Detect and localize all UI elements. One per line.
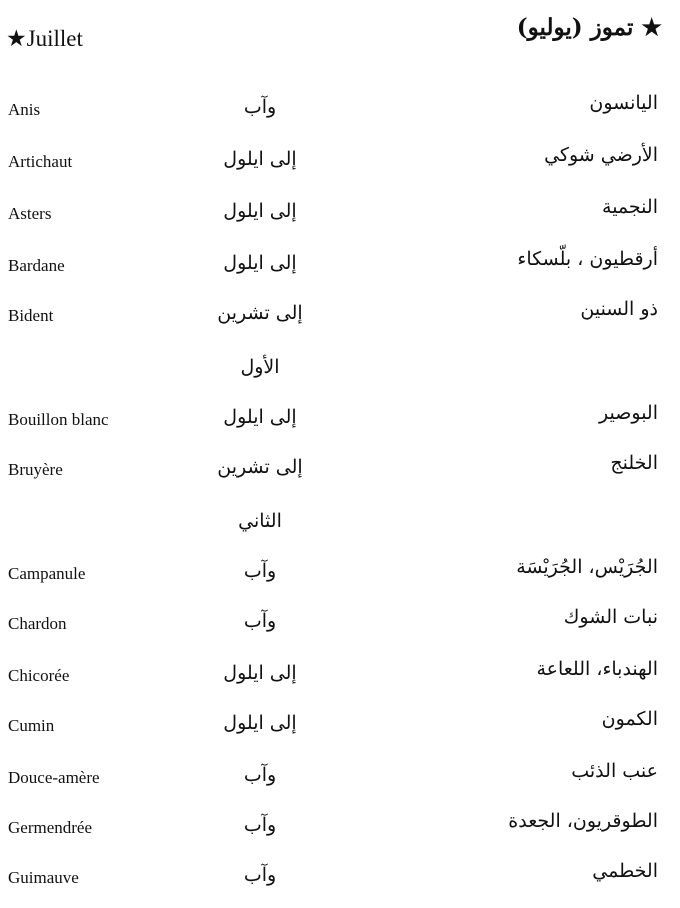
french-name: Bruyère (8, 460, 63, 479)
french-month-title: ★Juillet (6, 26, 83, 51)
flowering-period: الثاني (238, 510, 282, 532)
list-item (0, 606, 680, 654)
flowering-period: إلى تشرين (217, 456, 303, 478)
list-item (0, 144, 680, 192)
flowering-period: الأول (240, 356, 280, 378)
list-item (0, 402, 680, 450)
flowering-period: وآب (243, 764, 277, 786)
flowering-period: وآب (243, 560, 277, 582)
flowering-period: إلى ايلول (223, 252, 297, 274)
french-name: Asters (8, 204, 52, 223)
list-item (0, 248, 680, 296)
list-item (0, 860, 680, 908)
flowering-period: وآب (243, 864, 277, 886)
french-name: Bouillon blanc (8, 410, 109, 429)
french-name: Guimauve (8, 868, 79, 887)
arabic-name: نبات الشوك (563, 606, 658, 628)
list-item (0, 452, 680, 500)
arabic-name: الخلنج (610, 452, 658, 474)
list-item (0, 658, 680, 706)
list-item (0, 810, 680, 858)
french-name: Chicorée (8, 666, 70, 685)
french-name: Germendrée (8, 818, 93, 837)
french-name: Cumin (8, 716, 55, 735)
flowering-period: وآب (243, 814, 277, 836)
arabic-name: النجمية (602, 196, 658, 218)
list-item (0, 196, 680, 244)
french-name: Artichaut (8, 152, 73, 171)
arabic-name: الخطمي (592, 860, 658, 882)
arabic-name: أرقطيون ، بلّسكاء (517, 248, 658, 270)
french-name: Campanule (8, 564, 86, 583)
french-name: Bardane (8, 256, 65, 275)
flowering-period: إلى تشرين (217, 302, 303, 324)
list-item (0, 708, 680, 756)
french-name: Anis (8, 100, 41, 119)
list-item (0, 92, 680, 140)
flowering-period: إلى ايلول (223, 662, 297, 684)
list-item (0, 556, 680, 604)
list-item (0, 760, 680, 808)
arabic-name: الطوقريون، الجعدة (508, 810, 658, 832)
arabic-name: عنب الذئب (571, 760, 658, 782)
arabic-name: الهندباء، اللعاعة (536, 658, 658, 680)
french-name: Chardon (8, 614, 67, 633)
arabic-name: الجُرَيْس، الجُرَيْسَة (516, 556, 658, 578)
arabic-name: اليانسون (589, 92, 658, 114)
flowering-period: إلى ايلول (223, 148, 297, 170)
french-name: Bident (8, 306, 54, 325)
flowering-period: إلى ايلول (223, 200, 297, 222)
list-item (0, 510, 680, 554)
arabic-month-title: ★ تموز (يوليو) (516, 14, 662, 41)
flowering-period: وآب (243, 610, 277, 632)
list-item (0, 298, 680, 346)
arabic-name: الكمون (601, 708, 658, 730)
french-name: Douce-amère (8, 768, 100, 787)
arabic-name: ذو السنين (580, 298, 658, 320)
list-item (0, 356, 680, 400)
flowering-period: وآب (243, 96, 277, 118)
flowering-period: إلى ايلول (223, 406, 297, 428)
arabic-name: الأرضي شوكي (544, 144, 658, 166)
arabic-name: البوصير (599, 402, 658, 424)
flowering-period: إلى ايلول (223, 712, 297, 734)
